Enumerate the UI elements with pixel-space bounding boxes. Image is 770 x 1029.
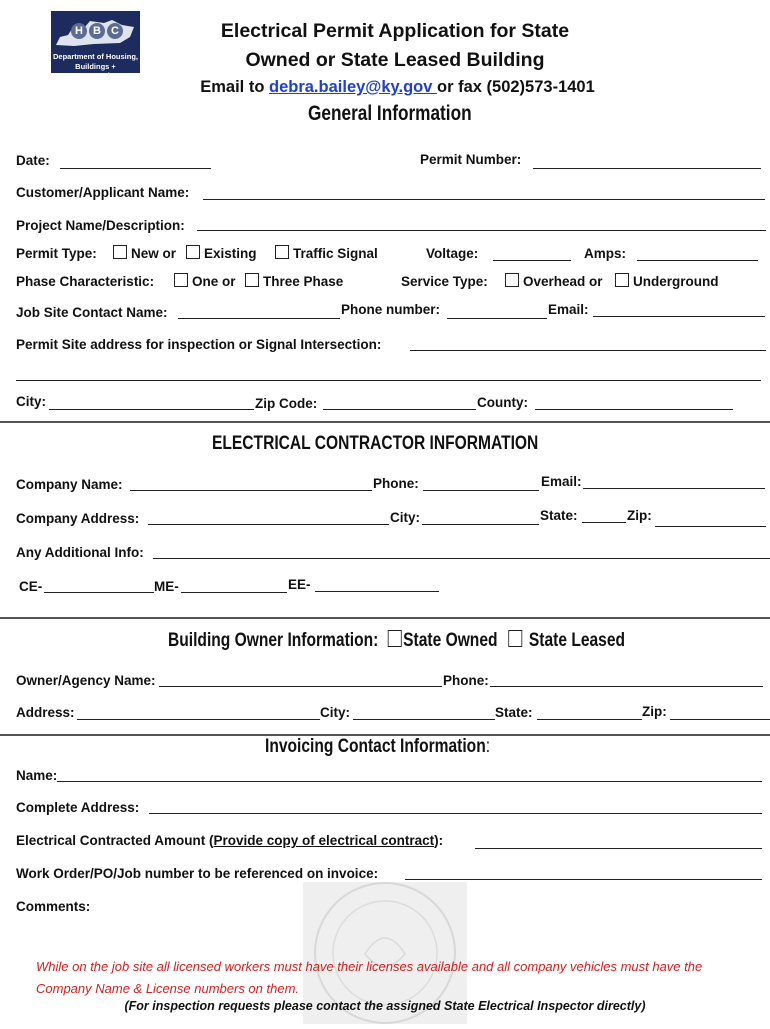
voltage-field[interactable] — [493, 260, 571, 261]
section-divider-1 — [0, 421, 770, 423]
customer-name-field[interactable] — [203, 199, 765, 200]
company-state-field[interactable] — [582, 522, 626, 523]
owner-city-label: City: — [320, 705, 350, 720]
company-address-field[interactable] — [148, 524, 389, 525]
contractor-heading: ELECTRICAL CONTRACTOR INFORMATION — [212, 433, 539, 454]
contract-amount-label: Electrical Contracted Amount (Provide copy of electrical contract): — [16, 833, 444, 848]
company-city-label: City: — [390, 510, 420, 525]
contract-copy-link: Provide copy of electrical contract — [213, 833, 435, 848]
state-leased-checkbox[interactable] — [508, 630, 522, 647]
owner-zip-field[interactable] — [670, 719, 770, 720]
permit-number-field[interactable] — [533, 168, 761, 169]
company-email-label: Email: — [541, 474, 582, 489]
email-suffix: or fax (502)573-1401 — [437, 78, 595, 96]
licensing-note-line2: Company Name & License numbers on them. — [36, 981, 300, 996]
logo-letter-h: H — [71, 23, 87, 39]
company-name-field[interactable] — [130, 490, 372, 491]
site-county-field[interactable] — [535, 409, 733, 410]
customer-name-label: Customer/Applicant Name: — [16, 185, 190, 200]
phone-number-field[interactable] — [447, 318, 547, 319]
form-title-line1: Electrical Permit Application for State — [220, 20, 570, 42]
work-order-label: Work Order/PO/Job number to be referenced on invoice: — [16, 866, 379, 881]
invoice-name-field[interactable] — [57, 781, 762, 782]
logo-letter-c: C — [107, 23, 123, 39]
project-name-label: Project Name/Description: — [16, 218, 185, 233]
me-label: ME- — [154, 579, 179, 594]
company-phone-label: Phone: — [373, 476, 419, 491]
section-divider-2 — [0, 617, 770, 619]
company-address-label: Company Address: — [16, 511, 140, 526]
permit-type-traffic-signal[interactable]: Traffic Signal — [275, 245, 378, 261]
owner-heading — [168, 630, 625, 652]
amps-label: Amps: — [584, 246, 627, 261]
contract-amount-field[interactable] — [475, 848, 762, 849]
site-city-field[interactable] — [49, 409, 254, 410]
job-contact-field[interactable] — [178, 318, 340, 319]
licensing-note-line1: While on the job site all licensed workers must have their licenses available and all company vehicles must have the — [36, 959, 703, 974]
form-title-line2: Owned or State Leased Building — [245, 49, 545, 71]
state-owned-checkbox[interactable] — [388, 630, 402, 647]
state-leased-label: State Leased — [528, 630, 626, 651]
job-contact-label: Job Site Contact Name: — [16, 305, 168, 320]
contact-email-label: Email: — [548, 302, 589, 317]
inspection-note: (For inspection requests please contact the assigned State Electrical Inspector directly) — [124, 999, 646, 1013]
company-phone-field[interactable] — [423, 490, 539, 491]
contact-email-field[interactable] — [593, 316, 765, 317]
site-city-label: City: — [16, 394, 46, 409]
permit-number-label: Permit Number: — [420, 152, 522, 167]
overhead-checkbox[interactable] — [505, 273, 519, 287]
permit-type-new[interactable]: New or — [113, 245, 176, 261]
additional-info-field[interactable] — [153, 558, 770, 559]
company-city-field[interactable] — [422, 524, 539, 525]
site-address-field[interactable] — [410, 350, 766, 351]
owner-state-label: State: — [495, 705, 533, 720]
work-order-field[interactable] — [405, 879, 762, 880]
voltage-label: Voltage: — [426, 246, 479, 261]
owner-city-field[interactable] — [353, 719, 495, 720]
owner-heading-text: Building Owner Information: — [168, 630, 379, 651]
company-zip-field[interactable] — [655, 526, 766, 527]
agency-name-field[interactable] — [159, 686, 442, 687]
email-instruction — [0, 78, 770, 97]
project-name-field[interactable] — [197, 230, 766, 231]
permit-type-existing[interactable]: Existing — [186, 245, 257, 261]
company-name-label: Company Name: — [16, 477, 123, 492]
phone-number-label: Phone number: — [341, 302, 441, 317]
phase-one[interactable]: One or — [174, 273, 236, 289]
logo-text-line1: Department of Housing, — [52, 52, 138, 61]
site-county-label: County: — [477, 395, 528, 410]
phase-label: Phase Characteristic: — [16, 274, 155, 289]
agency-name-label: Owner/Agency Name: — [16, 673, 156, 688]
amps-field[interactable] — [637, 260, 758, 261]
ee-label: EE- — [288, 577, 311, 592]
new-checkbox[interactable] — [113, 245, 127, 259]
me-field[interactable] — [181, 592, 287, 593]
email-link[interactable]: debra.bailey@ky.gov — [269, 78, 438, 96]
date-label: Date: — [16, 153, 50, 168]
company-email-field[interactable] — [583, 488, 765, 489]
service-type-label: Service Type: — [401, 274, 488, 289]
additional-info-label: Any Additional Info: — [16, 545, 144, 560]
invoice-address-label: Complete Address: — [16, 800, 140, 815]
existing-checkbox[interactable] — [186, 245, 200, 259]
invoice-name-label: Name: — [16, 768, 58, 783]
traffic-signal-checkbox[interactable] — [275, 245, 289, 259]
service-underground[interactable]: Underground — [615, 273, 719, 289]
company-state-label: State: — [540, 508, 578, 523]
owner-address-label: Address: — [16, 705, 75, 720]
phase-three[interactable]: Three Phase — [245, 273, 343, 289]
owner-phone-label: Phone: — [443, 673, 489, 688]
date-field[interactable] — [60, 168, 211, 169]
ce-label: CE- — [19, 579, 43, 594]
ce-field[interactable] — [44, 592, 154, 593]
site-address-field-2[interactable] — [16, 380, 761, 381]
comments-label: Comments: — [16, 899, 91, 914]
owner-phone-field[interactable] — [490, 686, 763, 687]
company-zip-label: Zip: — [627, 508, 652, 523]
site-address-label: Permit Site address for inspection or Signal Intersection: — [16, 337, 382, 352]
three-phase-checkbox[interactable] — [245, 273, 259, 287]
owner-state-field[interactable] — [537, 719, 642, 720]
site-zip-label: Zip Code: — [255, 396, 318, 411]
one-phase-checkbox[interactable] — [174, 273, 188, 287]
email-prefix: Email to — [200, 78, 265, 96]
permit-type-label: Permit Type: — [16, 246, 97, 261]
owner-address-field[interactable] — [77, 719, 320, 720]
invoice-heading: Invoicing Contact Information: — [265, 736, 491, 757]
logo-text-line2: Buildings + Construction — [72, 62, 119, 80]
ee-field[interactable] — [315, 591, 439, 592]
underground-checkbox[interactable] — [615, 273, 629, 287]
logo-letter-b: B — [89, 23, 105, 39]
owner-zip-label: Zip: — [642, 704, 667, 719]
invoice-address-field[interactable] — [149, 813, 762, 814]
state-owned-label: State Owned — [403, 630, 498, 651]
general-info-heading: General Information — [308, 102, 472, 125]
site-zip-field[interactable] — [323, 409, 476, 410]
service-overhead[interactable]: Overhead or — [505, 273, 603, 289]
